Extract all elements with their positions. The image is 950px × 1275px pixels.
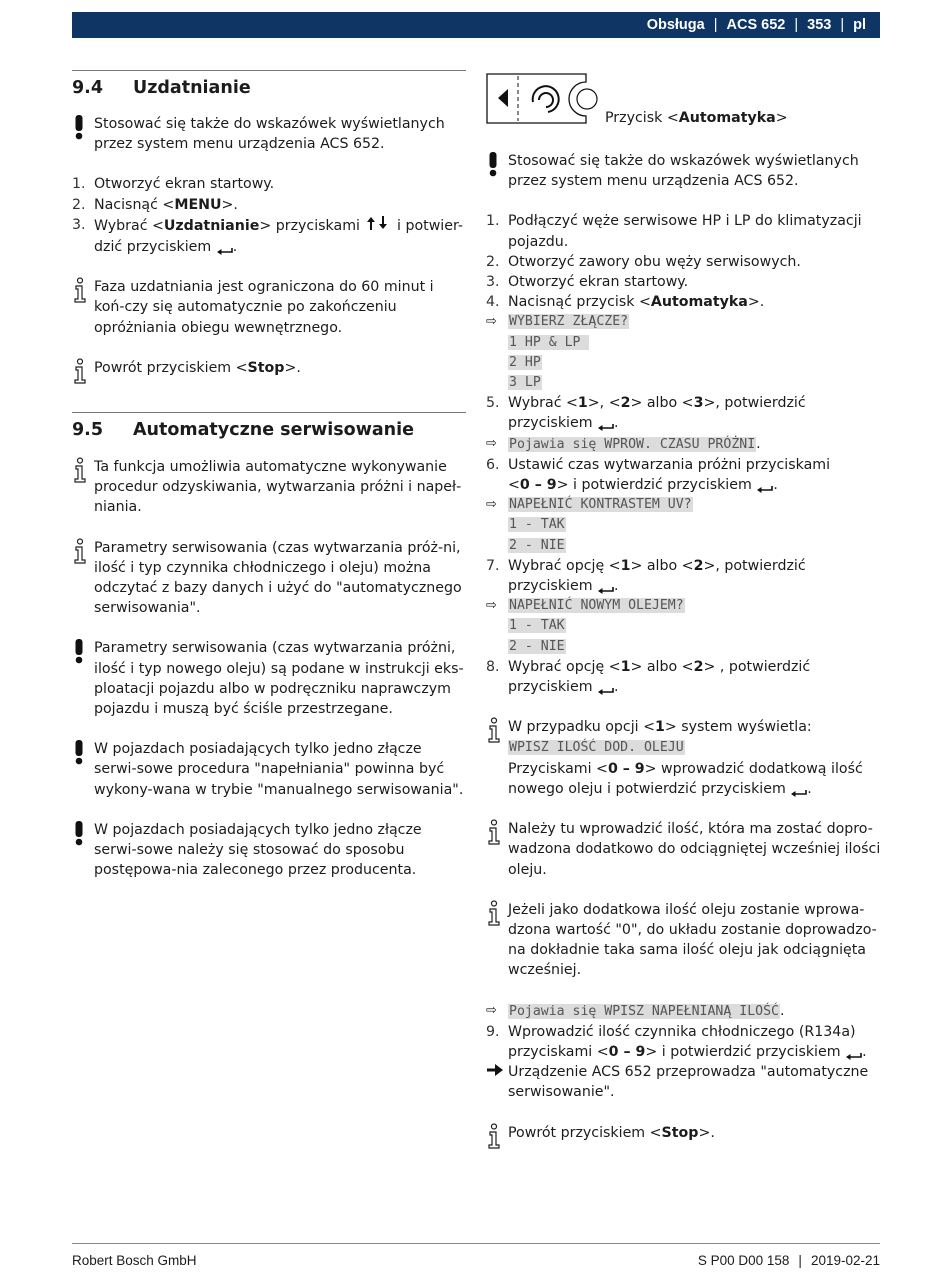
warning-text: W pojazdach posiadających tylko jedno złącze serwi-sowe procedura "napełniania" powinna być wykony-wana w trybie "manualnego serwisowania". [94, 741, 464, 798]
enter-key-icon [597, 418, 614, 428]
step-text: > , potwierdzić przyciskiem [508, 658, 811, 696]
warning-note [72, 820, 466, 881]
result-arrow-icon: ⇨ [486, 314, 497, 330]
list-item: 7. Wybrać opcję <1> albo <2>, potwierdzić przyciskiem . [486, 557, 806, 595]
step-number: 6. [486, 456, 500, 473]
step-number: 2. [72, 196, 86, 213]
display-line: 2 - NIE [509, 638, 565, 654]
info-icon [486, 1123, 502, 1155]
step-number: 1. [486, 213, 500, 230]
display-text: Pojawia się [509, 1003, 605, 1019]
step-number: 8. [486, 658, 500, 675]
display-text: WPROW. CZASU PRÓŻNI [604, 436, 756, 452]
info-icon [72, 358, 88, 390]
header-section: Obsługa [646, 16, 705, 33]
display-line: NAPEŁNIĆ NOWYM OLEJEM? [509, 598, 684, 614]
key-label: 0 – 9 [519, 477, 557, 494]
display-line: 1 HP & LP [509, 334, 589, 350]
page-header [72, 12, 880, 38]
info-text-part: > wprowadzić dodatkową ilość nowego oleju i potwierdzić przyciskiem [508, 760, 863, 797]
section-divider [72, 70, 466, 71]
step-text: > i potwierdzić przyciskiem [556, 477, 752, 494]
step-text: Wybrać < [508, 395, 578, 412]
display-line: NAPEŁNIĆ KONTRASTEM UV? [509, 497, 692, 513]
step-text: >. [221, 196, 238, 213]
header-language: pl [853, 16, 866, 33]
list-item [486, 272, 881, 292]
display-line: 1 - TAK [509, 618, 565, 634]
separator: | [798, 1253, 802, 1268]
step-number: 7. [486, 557, 500, 574]
info-text [94, 358, 466, 378]
step-text: Nacisnąć przycisk < [508, 294, 651, 311]
key-label: 0 – 9 [607, 760, 645, 777]
step-text: > albo < [630, 395, 694, 412]
step-text: Ustawić czas wytwarzania próżni przyciskami [508, 456, 831, 473]
enter-key-icon [216, 242, 233, 252]
list-item: 8. Wybrać opcję <1> albo <2> , potwierdzić przyciskiem . [486, 658, 811, 696]
enter-key-icon [845, 1047, 862, 1057]
step-text: > albo < [630, 557, 694, 574]
step-text: Wybrać opcję < [508, 658, 621, 675]
separator: | [713, 16, 718, 33]
result-arrow-icon [486, 1062, 504, 1084]
display-output [486, 596, 881, 657]
display-line: WYBIERZ ZŁĄCZE? [509, 314, 629, 330]
info-note [72, 538, 466, 619]
step-number: 2. [486, 253, 500, 270]
info-note [72, 277, 466, 338]
section-title: Automatyczne serwisowanie [133, 420, 415, 441]
step-text: Otworzyć ekran startowy. [508, 274, 689, 291]
info-text-part: >. [698, 1124, 715, 1141]
step-number: 1. [72, 176, 86, 193]
footer-company: Robert Bosch GmbH [72, 1253, 197, 1268]
info-icon [72, 277, 88, 309]
steps-list [72, 174, 466, 257]
result-arrow-icon: ⇨ [486, 598, 497, 614]
warning-text: W pojazdach posiadających tylko jedno złącze serwi-sowe należy się stosować do sposobu postępowa-nia zaleconego przez producenta. [94, 821, 422, 879]
result-text: Urządzenie ACS 652 przeprowadza "automatyczne serwisowanie". [508, 1064, 869, 1101]
result-arrow-icon: ⇨ [486, 435, 497, 451]
step-text: >, potwierdzić przyciskiem [508, 557, 806, 595]
header-page-number: 353 [807, 16, 832, 33]
right-column [486, 70, 881, 1143]
info-text-part: >. [284, 359, 301, 376]
step-text: >. [747, 294, 765, 311]
info-text: W przypadku opcji <1> system wyświetla: WPISZ ILOŚĆ DOD. OLEJU Przyciskami <0 – 9> wprowadzić dodatkową ilość nowego oleju i potwierdzić przyciskiem . [508, 719, 863, 797]
key-label: 1 [654, 719, 665, 736]
info-icon [72, 538, 88, 570]
step-number: 5. [486, 395, 500, 412]
step-text: Otworzyć ekran startowy. [94, 176, 275, 193]
menu-option-label: Uzdatnianie [163, 217, 260, 234]
display-text: Pojawia się [509, 436, 605, 452]
key-label: 2 [693, 557, 704, 574]
info-text-part: Powrót przyciskiem < [508, 1124, 662, 1141]
separator: | [794, 16, 799, 33]
step-text: > albo < [630, 658, 694, 675]
caption-text: Przycisk < [605, 110, 679, 126]
info-text-part: W przypadku opcji < [508, 719, 655, 736]
key-label: 1 [620, 557, 631, 574]
automatic-key-label: Automatyka [650, 294, 748, 311]
step-text: >, < [587, 395, 621, 412]
step-number: 3. [72, 216, 86, 233]
list-item: 5. Wybrać <1>, <2> albo <3>, potwierdzić przyciskiem . [486, 395, 806, 432]
step-text: > i potwierdzić przyciskiem [645, 1043, 841, 1060]
warning-text: Stosować się także do wskazówek wyświetlanych przez system menu urządzenia ACS 652. [508, 153, 859, 190]
warning-icon [72, 638, 86, 670]
display-output [486, 495, 881, 556]
key-label: 2 [620, 395, 631, 412]
info-note [486, 819, 881, 880]
step-text: Podłączyć węże serwisowe HP i LP do klimatyzacji pojazdu. [508, 213, 862, 250]
info-note [486, 717, 881, 799]
section-number: 9.4 [72, 78, 104, 98]
warning-note [72, 739, 466, 800]
list-item [72, 195, 466, 215]
info-text [508, 1123, 881, 1143]
arrow-up-down-icon [364, 215, 392, 237]
step-text: Wprowadzić ilość czynnika chłodniczego (R134a) przyciskami < [508, 1023, 856, 1060]
automatic-key-label: Automatyka [678, 110, 776, 126]
footer-date: 2019-02-21 [810, 1253, 880, 1268]
display-output: ⇨ Pojawia się WPROW. CZASU PRÓŻNI. [486, 434, 881, 455]
section-heading-9-4 [72, 76, 466, 100]
info-icon [486, 717, 502, 749]
info-note [72, 358, 466, 378]
info-text: Jeżeli jako dodatkowa ilość oleju zostanie wprowa-dzona wartość "0", do układu zostanie doprowadzo-na dokładnie taka sama ilość oleju jak odciągnięta wcześniej. [508, 901, 877, 979]
display-line: 2 HP [509, 354, 541, 370]
key-label: 1 [577, 395, 588, 412]
stop-key-label: Stop [661, 1124, 699, 1141]
section-title: Uzdatnianie [133, 78, 251, 98]
warning-note [486, 151, 881, 191]
list-item [486, 292, 881, 312]
display-line [508, 1004, 780, 1019]
list-item [486, 252, 881, 272]
warning-text: Stosować się także do wskazówek wyświetlanych przez system menu urządzenia ACS 652. [94, 116, 445, 153]
result-item [486, 1062, 881, 1102]
caption-text: > [775, 110, 788, 126]
result-arrow-icon: ⇨ [486, 1002, 497, 1018]
list-item: 3. Wybrać <Uzdatnianie> przyciskami i potwier-dzić przyciskiem . [72, 216, 464, 256]
info-text: Należy tu wprowadzić ilość, która ma zostać dopro-wadzona dodatkowo do odciągniętej wcześniej ilości oleju. [508, 821, 881, 878]
display-line: 1 - TAK [509, 517, 565, 533]
display-line: 3 LP [509, 375, 541, 391]
automatic-button-figure [486, 70, 881, 130]
step-text: Wybrać < [94, 217, 164, 234]
info-icon [486, 900, 502, 932]
enter-key-icon [597, 682, 614, 692]
section-number: 9.5 [72, 420, 104, 441]
enter-key-icon [597, 581, 614, 591]
display-output: ⇨ Pojawia się WPISZ NAPEŁNIANĄ ILOŚĆ. [486, 1001, 881, 1022]
step-number: 4. [486, 294, 500, 311]
info-text-part: Powrót przyciskiem < [94, 359, 248, 376]
step-text: > przyciskami [259, 217, 360, 234]
list-item: 6. Ustawić czas wytwarzania próżni przyciskami <0 – 9> i potwierdzić przyciskiem . [486, 456, 831, 494]
section-heading-9-5 [72, 418, 466, 442]
info-text: Ta funkcja umożliwia automatyczne wykonywanie procedur odzyskiwania, wytwarzania próżni i napeł-niania. [94, 459, 462, 516]
automatic-button-icon [486, 72, 598, 126]
info-note [486, 1123, 881, 1143]
display-line: WPISZ ILOŚĆ DOD. OLEJU [509, 740, 684, 756]
footer-doc-number: S P00 D00 158 [697, 1253, 790, 1268]
step-text: < [508, 477, 520, 494]
step-text: Otworzyć zawory obu węży serwisowych. [508, 253, 801, 270]
display-output [486, 312, 881, 393]
step-text: i potwier-dzić przyciskiem [94, 217, 464, 256]
enter-key-icon [756, 480, 773, 490]
info-text: Faza uzdatniania jest ograniczona do 60 minut i koń-czy się automatycznie po zakończeniu opróżniania obiegu wewnętrznego. [94, 279, 434, 336]
list-item: 9. Wprowadzić ilość czynnika chłodniczego (R134a) przyciskami <0 – 9> i potwierdzić przyciskiem . [486, 1023, 867, 1060]
display-line: 2 - NIE [509, 537, 565, 553]
menu-key-label: MENU [174, 196, 222, 213]
info-icon [72, 457, 88, 489]
display-line [508, 437, 756, 452]
left-column [72, 70, 466, 880]
warning-icon [72, 114, 86, 146]
footer-doc-info [698, 1251, 880, 1271]
warning-note [72, 638, 466, 719]
key-label: 2 [693, 658, 704, 675]
list-item [486, 211, 881, 251]
step-text: Wybrać opcję < [508, 557, 621, 574]
info-text: Parametry serwisowania (czas wytwarzania próż-ni, ilość i typ czynnika chłodniczego i oleju) można odczytać z bazy danych i użyć do "automatycznego serwisowania". [94, 539, 462, 617]
key-label: 3 [693, 395, 704, 412]
info-note [72, 457, 466, 518]
step-text: Nacisnąć < [94, 196, 175, 213]
info-note [486, 900, 881, 981]
steps-list [486, 211, 881, 697]
result-arrow-icon: ⇨ [486, 497, 497, 513]
warning-icon [486, 151, 500, 183]
separator: | [840, 16, 845, 33]
key-label: 1 [620, 658, 631, 675]
enter-key-icon [790, 784, 807, 794]
page-footer [72, 1243, 880, 1268]
info-text-part: Przyciskami < [508, 760, 608, 777]
warning-text: Parametry serwisowania (czas wytwarzania próżni, ilość i typ nowego oleju) są podane w instrukcji eks-ploatacji pojazdu albo w podręczniku naprawczym pojazdu i muszą być ściśle przestrzegane. [94, 640, 464, 718]
display-text: WPISZ NAPEŁNIANĄ ILOŚĆ [604, 1003, 779, 1019]
header-product: ACS 652 [726, 16, 786, 33]
stop-key-label: Stop [247, 359, 285, 376]
section-divider [72, 412, 466, 413]
list-item [72, 174, 466, 194]
info-text-part: > system wyświetla: [664, 719, 812, 736]
step-number: 3. [486, 274, 500, 291]
step-text: >, potwierdzić przyciskiem [508, 395, 806, 432]
warning-note [72, 114, 466, 154]
info-icon [486, 819, 502, 851]
step-number: 9. [486, 1023, 500, 1040]
warning-icon [72, 820, 86, 852]
warning-icon [72, 739, 86, 771]
key-label: 0 – 9 [608, 1043, 646, 1060]
button-caption [605, 108, 788, 128]
